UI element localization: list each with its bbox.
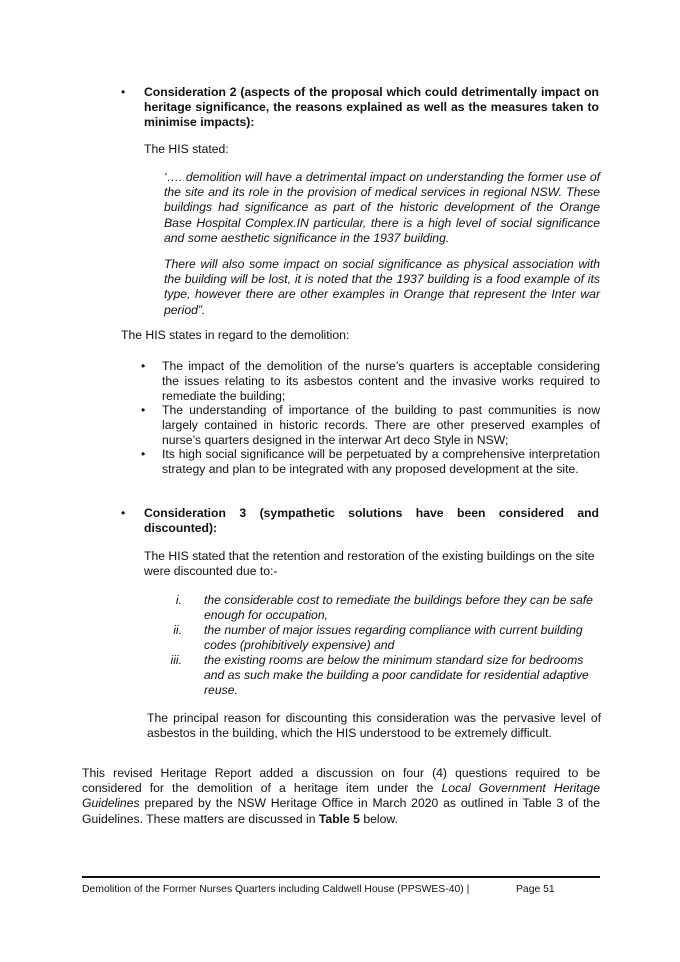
consideration-3-bullet: • xyxy=(121,506,126,520)
reason-number-2: ii. xyxy=(173,623,182,637)
consideration-2-bullet: • xyxy=(121,85,126,99)
footer-rule xyxy=(82,876,600,878)
closing-paragraph xyxy=(82,766,600,827)
guidelines-title: Local Government Heritage Guidelines xyxy=(82,781,600,811)
closing-text-3: below. xyxy=(359,811,398,826)
his-quote-paragraph-2: There will also some impact on social significance as physical association with the building will be lost, it is noted that the 1937 building is a food example of its type, however there are other examples in Orange that represent the Inter war period”. xyxy=(164,257,600,317)
demolition-item-3: Its high social significance will be perpetuated by a comprehensive interpretation strategy and plan to be integrated with any proposed development at the site. xyxy=(162,447,600,477)
reason-text-1: the considerable cost to remediate the buildings before they can be safe enough for occupation, xyxy=(204,593,593,623)
demolition-bullet-1: • xyxy=(141,359,146,373)
demolition-intro: The HIS states in regard to the demolition: xyxy=(121,328,350,342)
reason-text-2: the number of major issues regarding compliance with current building codes (prohibitively expensive) and xyxy=(204,623,583,653)
demolition-item-1: The impact of the demolition of the nurse’s quarters is acceptable considering the issues relating to its asbestos content and the invasive works required to remediate the building; xyxy=(162,359,600,404)
consideration-2-heading: Consideration 2 (aspects of the proposal which could detrimentally impact on heritage significance, the reasons explained as well as the measures taken to minimise impacts): xyxy=(144,85,599,130)
his-stated-label: The HIS stated: xyxy=(144,142,229,156)
demolition-bullet-2: • xyxy=(141,403,146,417)
his-quote-paragraph-1: ‘…. demolition will have a detrimental impact on understanding the former use of the site and its role in the provision of medical services in regional NSW. These buildings had significance as part of the historic development of the Orange Base Hospital Complex.IN particular, there is a high level of social significance and some aesthetic significance in the 1937 building. xyxy=(164,170,600,245)
footer-title: Demolition of the Former Nurses Quarters including Caldwell House (PPSWES-40) | xyxy=(82,884,470,895)
consideration-3-conclusion: The principal reason for discounting this consideration was the pervasive level of asbestos in the building, which the HIS understood to be extremely difficult. xyxy=(147,711,601,741)
reason-number-3: iii. xyxy=(170,653,182,667)
demolition-bullet-3: • xyxy=(141,447,146,461)
footer-page-number: Page 51 xyxy=(516,884,555,895)
demolition-item-2: The understanding of importance of the building to past communities is now largely contained in historic records. There are other preserved examples of nurse’s quarters designed in the interwar Art deco Style in NSW; xyxy=(162,403,600,448)
reason-text-3: the existing rooms are below the minimum standard size for bedrooms and as such make the building a poor candidate for residential adaptive reuse. xyxy=(204,653,589,698)
closing-text-1: This revised Heritage Report added a discussion on four (4) questions required to be considered for the demolition of a heritage item under the xyxy=(82,766,600,796)
closing-text-2: prepared by the NSW Heritage Office in March 2020 as outlined in Table 3 of the Guidelines. These matters are discussed in xyxy=(82,796,600,826)
reason-number-1: i. xyxy=(175,593,182,607)
consideration-3-heading: Consideration 3 (sympathetic solutions have been considered and discounted): xyxy=(144,506,599,536)
consideration-3-intro: The HIS stated that the retention and restoration of the existing buildings on the site were discounted due to:- xyxy=(144,549,595,579)
table-reference: Table 5 xyxy=(318,811,360,826)
